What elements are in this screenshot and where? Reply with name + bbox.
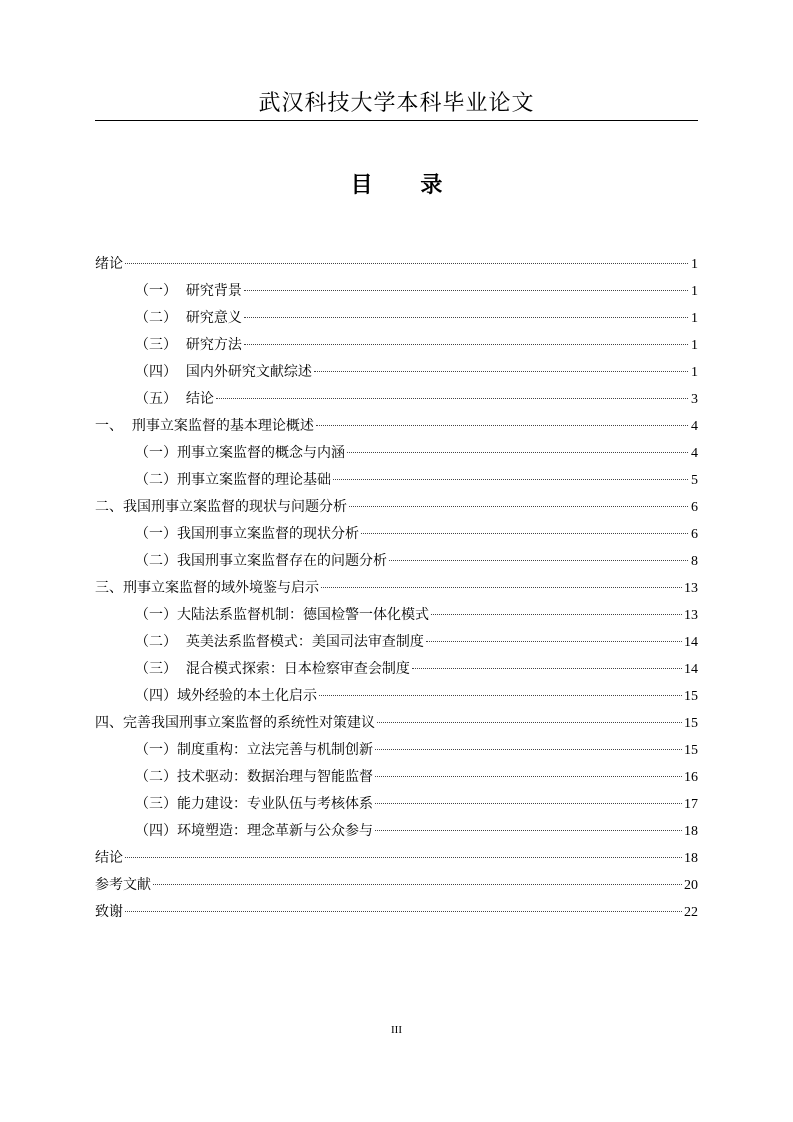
toc-entry-page: 16 [684, 770, 698, 785]
page-number: III [391, 1024, 402, 1036]
toc-entry-label: 四、完善我国刑事立案监督的系统性对策建议 [95, 715, 375, 731]
toc-entry-page: 13 [684, 608, 698, 623]
dot-leader [316, 424, 688, 426]
toc-entry-label: （五） 结论 [135, 391, 214, 407]
toc-title: 目 录 [350, 173, 463, 198]
toc-entry-label: （四）环境塑造：理念革新与公众参与 [135, 823, 373, 839]
toc-entry[interactable] [95, 467, 698, 494]
toc-entry[interactable] [95, 575, 698, 602]
dot-leader [361, 532, 688, 534]
toc-entry[interactable] [95, 818, 698, 845]
dot-leader [349, 505, 688, 507]
dot-leader [216, 397, 688, 399]
toc-entry-label: 三、刑事立案监督的域外境鉴与启示 [95, 580, 319, 596]
toc-entry[interactable] [95, 737, 698, 764]
toc-entry-page: 1 [691, 284, 698, 299]
toc-entry[interactable] [95, 251, 698, 278]
toc-entry[interactable] [95, 332, 698, 359]
toc-entry-label: （三） 研究方法 [135, 337, 242, 353]
toc-entry[interactable] [95, 683, 698, 710]
toc-entry-label: （二）刑事立案监督的理论基础 [135, 472, 331, 488]
toc-entry-page: 15 [684, 743, 698, 758]
toc-entry-label: （一）制度重构：立法完善与机制创新 [135, 742, 373, 758]
toc-entry[interactable] [95, 872, 698, 899]
toc-entry[interactable] [95, 413, 698, 440]
running-header: 武汉科技大学本科毕业论文 [95, 88, 698, 121]
dot-leader [153, 883, 682, 885]
dot-leader [333, 478, 688, 480]
toc-entry-page: 13 [684, 581, 698, 596]
toc-entry-page: 6 [691, 500, 698, 515]
toc-entry-page: 18 [684, 824, 698, 839]
dot-leader [321, 586, 682, 588]
toc-entry[interactable] [95, 656, 698, 683]
toc-entry-page: 15 [684, 689, 698, 704]
toc-entry[interactable] [95, 359, 698, 386]
toc-entry-label: （二）技术驱动：数据治理与智能监督 [135, 769, 373, 785]
toc-entry-label: （三）能力建设：专业队伍与考核体系 [135, 796, 373, 812]
dot-leader [125, 910, 682, 912]
toc-entry-page: 6 [691, 527, 698, 542]
toc-entry-page: 1 [691, 257, 698, 272]
toc-entry[interactable] [95, 602, 698, 629]
toc-entry-page: 4 [691, 419, 698, 434]
toc-entry[interactable] [95, 710, 698, 737]
toc-entry-label: 二、我国刑事立案监督的现状与问题分析 [95, 499, 347, 515]
toc-entry[interactable] [95, 305, 698, 332]
dot-leader [389, 559, 688, 561]
toc-entry[interactable] [95, 791, 698, 818]
toc-entry-page: 15 [684, 716, 698, 731]
toc-entry-label: 结论 [95, 850, 123, 866]
toc-entry[interactable] [95, 899, 698, 926]
dot-leader [319, 694, 682, 696]
toc-entry[interactable] [95, 440, 698, 467]
toc-entry-label: 绪论 [95, 256, 123, 272]
dot-leader [412, 667, 682, 669]
dot-leader [244, 289, 688, 291]
toc-entry[interactable] [95, 278, 698, 305]
toc-entry[interactable] [95, 764, 698, 791]
dot-leader [347, 451, 688, 453]
toc-entry-label: （二） 英美法系监督模式：美国司法审查制度 [135, 634, 424, 650]
dot-leader [377, 721, 682, 723]
dot-leader [125, 856, 682, 858]
toc-entry-label: （四） 国内外研究文献综述 [135, 364, 312, 380]
toc-entry[interactable] [95, 548, 698, 575]
toc-entry-label: （四）域外经验的本土化启示 [135, 688, 317, 704]
toc-entry[interactable] [95, 845, 698, 872]
toc-entry-label: （二） 研究意义 [135, 310, 242, 326]
toc-entry-label: （二）我国刑事立案监督存在的问题分析 [135, 553, 387, 569]
toc-entry-label: （一）刑事立案监督的概念与内涵 [135, 445, 345, 461]
dot-leader [314, 370, 688, 372]
dot-leader [375, 748, 682, 750]
toc-entry-page: 1 [691, 311, 698, 326]
toc-entry-label: （三） 混合模式探索：日本检察审查会制度 [135, 661, 410, 677]
toc-entry-page: 14 [684, 662, 698, 677]
dot-leader [426, 640, 682, 642]
toc-entry-label: 参考文献 [95, 877, 151, 893]
toc-entry-label: （一）大陆法系监督机制：德国检警一体化模式 [135, 607, 429, 623]
toc-entry-label: （一） 研究背景 [135, 283, 242, 299]
dot-leader [375, 775, 682, 777]
toc-entry-page: 8 [691, 554, 698, 569]
toc-entry-page: 14 [684, 635, 698, 650]
toc-entry[interactable] [95, 629, 698, 656]
dot-leader [375, 802, 682, 804]
dot-leader [431, 613, 682, 615]
toc-entry-page: 4 [691, 446, 698, 461]
toc-entry-page: 17 [684, 797, 698, 812]
toc-entry-page: 18 [684, 851, 698, 866]
dot-leader [375, 829, 682, 831]
table-of-contents [95, 251, 698, 926]
toc-entry-label: 一、 刑事立案监督的基本理论概述 [95, 418, 314, 434]
dot-leader [244, 343, 688, 345]
toc-entry[interactable] [95, 386, 698, 413]
toc-entry-page: 22 [684, 905, 698, 920]
toc-entry-page: 5 [691, 473, 698, 488]
toc-entry-page: 20 [684, 878, 698, 893]
toc-entry[interactable] [95, 494, 698, 521]
dot-leader [125, 262, 688, 264]
toc-entry-label: 致谢 [95, 904, 123, 920]
toc-entry-page: 3 [691, 392, 698, 407]
dot-leader [244, 316, 688, 318]
toc-entry[interactable] [95, 521, 698, 548]
toc-entry-page: 1 [691, 338, 698, 353]
toc-entry-label: （一）我国刑事立案监督的现状分析 [135, 526, 359, 542]
toc-entry-page: 1 [691, 365, 698, 380]
